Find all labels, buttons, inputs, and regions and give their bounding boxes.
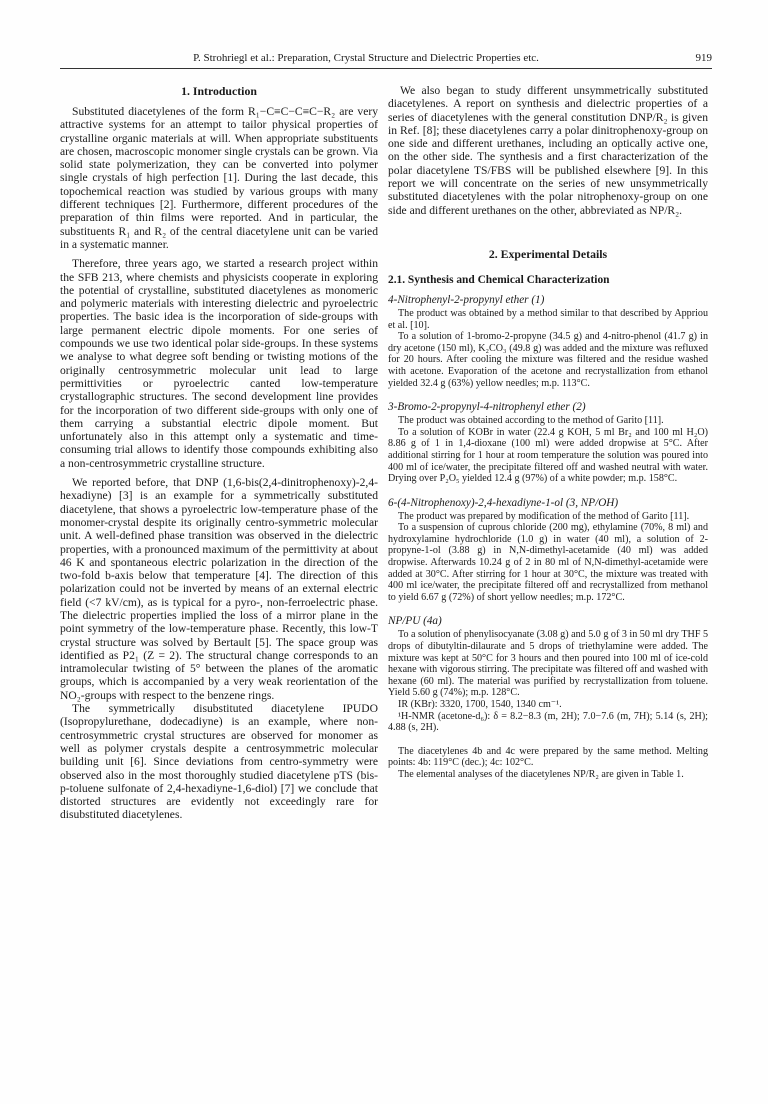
page-number: 919 <box>695 52 712 64</box>
paragraph: ¹H-NMR (acetone-d₆): δ = 8.2−8.3 (m, 2H); 7.0−7.6 (m, 7H); 5.14 (s, 2H); 4.88 (s, 2H). <box>388 710 708 734</box>
paragraph: The product was prepared by modification of the method of Garito [11]. <box>398 510 690 522</box>
paragraph: IR (KBr): 3320, 1700, 1540, 1340 cm⁻¹. <box>398 699 562 710</box>
running-title: P. Strohriegl et al.: Preparation, Crystal Structure and Dielectric Properties etc. <box>193 52 539 64</box>
left-column <box>60 84 378 822</box>
paragraph: Substituted diacetylenes of the form R₁−C≡C−C≡C−R₂ are very attractive systems for an attempt to tailor physical properties of crystalline organic materials at will. When appropriate substituents are chosen, macroscopic monomer single crystals can be grown. Via solid state polymerization, they can be converted into polymer single crystals of high perfection [1]. During the last decade, this topochemical reaction was studied by various groups with many different techniques [2]. Furthermore, different procedures of the preparation of thin films were reported. And in particular, the substituents R₁ and R₂ of the central diacetylene unit can be varied in a systematic manner. <box>60 105 378 251</box>
paragraph: To a solution of phenylisocyanate (3.08 g) and 5.0 g of 3 in 50 ml dry THF 5 drops of dibutyltin-dilaurate and 5 drops of triethylamine were added. The mixture was kept at 50°C for 3 hours and then poured into 100 ml of ice-cold hexane with vigorous stirring. The precipitate was filtered off and washed with hexane (60 ml). The material was purified by recrystallization from toluene. Yield 5.60 g (74%); m.p. 128°C. <box>388 629 709 699</box>
compound-title: NP/PU (4a) <box>388 615 442 628</box>
paragraph: Therefore, three years ago, we started a research project within the SFB 213, where chemists and physicists cooperate in exploring the potential of crystalline, substituted diacetylenes as monomeric and polymeric materials with interesting dielectric and pyroelectric properties. The basic idea is the incorporation of side-groups with large permanent electric dipole moments. For one series of compounds we use two identical polar side-groups. In these systems we analyse to what degree soft bending or twisting motions of the originally centrosymmetric molecular unit lead to large permittivities or pyroelectric canted low-temperature crystallographic structures. The second development line provides for the incorporation of two different side-groups with only one of them carrying a substantial electric dipole moment. But unfortunately also in this attempt only a systematic and time-consuming trial allows to identify those compounds exhibiting also a non-centrosymmetric crystalline structure. <box>60 257 378 470</box>
paragraph: To a suspension of cuprous chloride (200 mg), ethylamine (70%, 8 ml) and hydroxylamine hydrochloride (1.0 g) in water (40 ml), a solution of 2-propyne-1-ol (3.88 g) in N,N-dimethyl-acetamide (40 ml) was added dropwise. Afterwards 10.24 g of 2 in 80 ml of N,N-dimethyl-acetamide were added at 30°C. After stirring for 1 hour at 30°C, the mixture was treated with 400 ml ice/water, the precipitate filtered off and recrystallized from methanol to yield 6.67 g (72%) of short yellow needles; m.p. 172°C. <box>388 522 708 603</box>
paragraph: The product was obtained according to the method of Garito [11]. <box>398 415 664 427</box>
closing-block <box>388 746 708 781</box>
section-title-introduction: 1. Introduction <box>181 84 257 98</box>
paragraph: We also began to study different unsymmetrically substituted diacetylenes. A report on synthesis and dielectric properties of a series of diacetylenes with the general constitution DNP/R₂ is given in Ref. [8]; these diacetylenes carry a polar dinitrophenoxy-group on one side and different urethanes, including an optically active one, on the other side. The synthesis and a first characterization of the polar diacetylene TS/FBS will be published elsewhere [9]. In this report we will concentrate on the series of new unsymmetrically substituted diacetylenes with the polar nitrophenoxy-group on one side and different urethanes on the other, abbreviated as NP/R₂. <box>388 84 708 217</box>
paragraph: To a solution of 1-bromo-2-propyne (34.5 g) and 4-nitro-phenol (41.7 g) in dry acetone (150 ml), K₂CO₃ (49.8 g) was added and the mixture was refluxed for 20 hours. After cooling the mixture was filtered and the residue washed with acetone. Evaporation of the acetone and recrystallization from ethanol yielded 32.4 g (63%) yellow needles; m.p. 113°C. <box>388 331 708 389</box>
compound-title: 3-Bromo-2-propynyl-4-nitrophenyl ether (2) <box>388 401 586 414</box>
compound-block <box>388 497 708 604</box>
compound-block <box>388 294 708 389</box>
compound-block <box>388 615 708 733</box>
paragraph: The diacetylenes 4b and 4c were prepared by the same method. Melting points: 4b: 119°C (dec.); 4c: 102°C. <box>388 745 708 769</box>
paragraph: The elemental analyses of the diacetylenes NP/R₂ are given in Table 1. <box>398 768 684 780</box>
section-title-experimental: 2. Experimental Details <box>488 246 608 261</box>
paragraph: To a solution of KOBr in water (22.4 g KOH, 5 ml Br₂ and 100 ml H₂O) 8.86 g of 1 in 1,4-dioxane (100 ml) were added dropwise at 5°C. After additional stirring for 1 hour at room temperature the solution was poured into 400 ml of ice/water, the precipitate filtered off and washed neutral with water. Drying over P₂O₅ yielded 12.4 g (97%) of a white powder; m.p. 158°C. <box>388 426 708 485</box>
running-header <box>60 52 712 69</box>
paragraph: The symmetrically disubstituted diacetylene IPUDO (Isopropylurethane, dodecadiyne) is an example, where non-centrosymmetric crystal structures are observed for monomer as well as polymer crystals despite a centrosymmetric molecular building unit [6]. Since deviations from centro-symmetry were observed also in the most thoroughly studied diacetylene pTS (bis-p-toluene sulfonate of 2,4-hexadiyne-1,6-diol) [7] we conclude that distorted structures are evidently not exceedingly rare for disubstituted diacetylenes. <box>60 702 378 822</box>
paragraph: The product was obtained by a method similar to that described by Appriou et al. [10]. <box>388 307 708 331</box>
compound-title: 4-Nitrophenyl-2-propynyl ether (1) <box>388 293 545 306</box>
compound-block <box>388 401 708 485</box>
right-column <box>388 84 708 781</box>
compound-title: 6-(4-Nitrophenoxy)-2,4-hexadiyne-1-ol (3, NP/OH) <box>388 496 619 509</box>
paragraph: We reported before, that DNP (1,6-bis(2,4-dinitrophenoxy)-2,4-hexadiyne) [3] is an example for a symmetrically substituted diacetylene, that shows a pyroelectric low-temperature phase of the monomer-crystal despite its originally centro-symmetric molecular unit. A well-defined phase transition was observed in the dielectric properties, with a pronounced maximum of the permittivity at about 46 K and spontaneous electric polarization in the direction of the two-fold b-axis below that temperature [4]. The direction of this polarization could not be inverted by means of an external electric field (<7 kV/cm), as is typical for a pyro-, non-ferroelectric phase. The dielectric properties implied the loss of a mirror plane in the point symmetry of the low-temperature phase. Recently, this low-T crystal structure was solved by Bertault [5]. The space group was identified as P2₁ (Z = 2). The structural change corresponds to an intramolecular twisting of 5° between the planes of the aromatic groups, which is accompanied by a very weak reorientation of the NO₂-groups with respect to the benzene rings. <box>60 476 378 702</box>
subsection-title: 2.1. Synthesis and Chemical Characterization <box>388 273 610 286</box>
